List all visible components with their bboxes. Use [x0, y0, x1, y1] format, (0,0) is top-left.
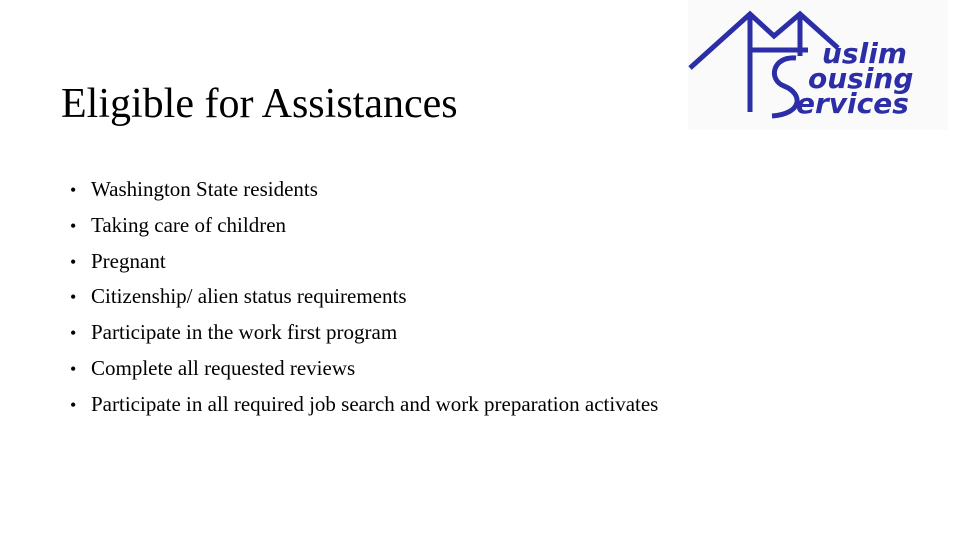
eligibility-list: [70, 177, 658, 428]
logo-line-1: uslim: [822, 37, 907, 70]
muslim-housing-services-logo: [688, 0, 948, 130]
list-item-text: Washington State residents: [91, 177, 318, 201]
list-item-text: Participate in the work first program: [91, 320, 398, 345]
list-item-text: Pregnant: [91, 248, 166, 273]
logo-line-3: ervices: [796, 87, 909, 120]
bullet-icon: •: [70, 215, 77, 236]
bullet-icon: •: [70, 394, 77, 415]
slide-title: Eligible for Assistances: [61, 81, 458, 127]
list-item: [70, 249, 658, 285]
list-item-text: Taking care of children: [91, 212, 287, 237]
logo-line-2: ousing: [808, 62, 914, 95]
list-item: [70, 320, 658, 356]
bullet-icon: •: [70, 358, 77, 379]
bullet-icon: •: [70, 323, 77, 344]
list-item: [70, 177, 658, 213]
bullet-icon: •: [70, 180, 77, 200]
bullet-icon: •: [70, 251, 77, 272]
list-item-text: Citizenship/ alien status requirements: [91, 284, 407, 309]
list-item: [70, 356, 658, 392]
bullet-icon: •: [70, 287, 77, 308]
list-item-text: Participate in all required job search and work preparation activates: [91, 391, 659, 416]
list-item-text: Complete all requested reviews: [91, 355, 356, 380]
list-item: [70, 392, 658, 428]
list-item: [70, 284, 658, 320]
list-item: [70, 213, 658, 249]
